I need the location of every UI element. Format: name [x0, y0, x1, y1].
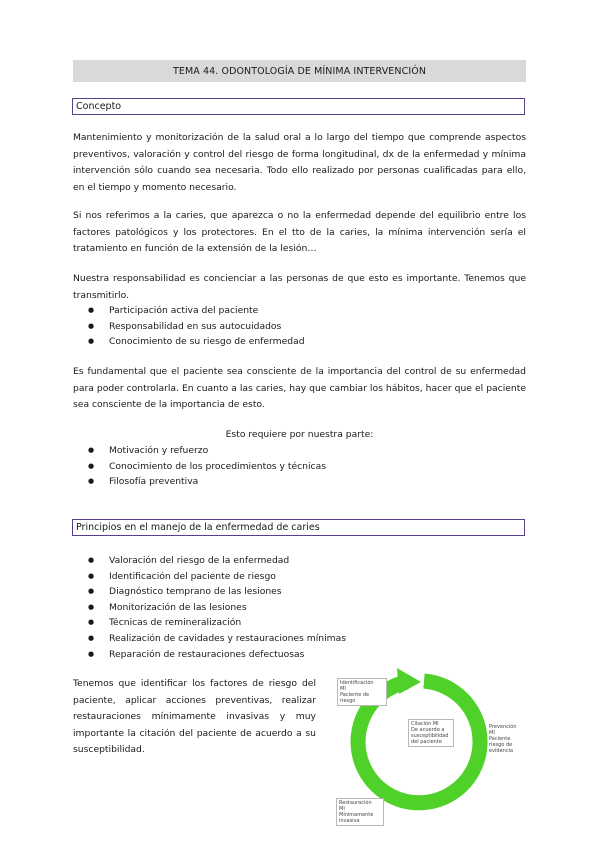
- paragraph: Es fundamental que el paciente sea consciente de la importancia del control de su enfermedad para poder controlarla. En cuanto a las caries, hay que cambiar los hábitos, hacer que el paciente sea consciente de la importancia de esto.: [73, 366, 526, 411]
- list-item: ● Valoración del riesgo de la enfermedad: [88, 553, 346, 569]
- paragraph: Tenemos que identificar los factores de riesgo del paciente, aplicar acciones preventivas, realizar restauraciones mínimamente invasivas y muy importante la citación del paciente de acuerdo a su susceptibilidad.: [73, 678, 316, 756]
- label-citacion: Citación MI De acuerdo a susceptibilidad del paciente: [408, 719, 454, 747]
- paragraph: Si nos referimos a la caries, que aparezca o no la enfermedad depende del equilibrio entre los factores patológicos y los protectores. En el tto de la caries, la mínima intervención sería el tratamiento en función de la extensión de la lesión…: [73, 210, 526, 255]
- section-heading-concepto: Concepto: [72, 98, 525, 115]
- cycle-diagram: [335, 660, 530, 830]
- bullet-list: [88, 443, 326, 490]
- paragraph: Mantenimiento y monitorización de la salud oral a lo largo del tiempo que comprende aspectos preventivos, valoración y control del riesgo de forma longitudinal, dx de la enfermedad y mínima intervención sólo cuando sea necesaria. Todo ello realizado por personas cualificadas para ello, en el tiempo y momento necesario.: [73, 132, 526, 193]
- paragraph: Nuestra responsabilidad es concienciar a las personas de que esto es importante. Tenemos que transmitirlo.: [73, 273, 526, 301]
- label-restauracion: Restauración MI Mínimamente invasiva: [336, 798, 384, 826]
- list-item: ● Técnicas de remineralización: [88, 615, 346, 631]
- list-item: ● Reparación de restauraciones defectuosas: [88, 647, 346, 663]
- list-item: ● Conocimiento de su riesgo de enfermedad: [88, 334, 305, 350]
- list-item: ● Realización de cavidades y restauraciones mínimas: [88, 631, 346, 647]
- list-item: ● Conocimiento de los procedimientos y técnicas: [88, 459, 326, 475]
- list-item: ● Diagnóstico temprano de las lesiones: [88, 584, 346, 600]
- list-item: ● Monitorización de las lesiones: [88, 600, 346, 616]
- bullet-list: [88, 553, 346, 662]
- list-item: ● Identificación del paciente de riesgo: [88, 569, 346, 585]
- section-heading-principios: Principios en el manejo de la enfermedad de caries: [72, 519, 525, 536]
- list-item: ● Motivación y refuerzo: [88, 443, 326, 459]
- list-item: ● Filosofía preventiva: [88, 474, 326, 490]
- list-item: ● Participación activa del paciente: [88, 303, 305, 319]
- paragraph: Esto requiere por nuestra parte:: [225, 429, 374, 440]
- label-identificacion: Identificación MI Paciente de riesgo: [337, 678, 387, 706]
- document-title: TEMA 44. ODONTOLOGÍA DE MÍNIMA INTERVENCIÓN: [73, 60, 526, 82]
- bullet-list: [88, 303, 305, 350]
- label-prevencion: Prevención MI Paciente riesgo de evidencia: [488, 723, 528, 755]
- cycle-arrowhead: [397, 668, 421, 694]
- list-item: ● Responsabilidad en sus autocuidados: [88, 319, 305, 335]
